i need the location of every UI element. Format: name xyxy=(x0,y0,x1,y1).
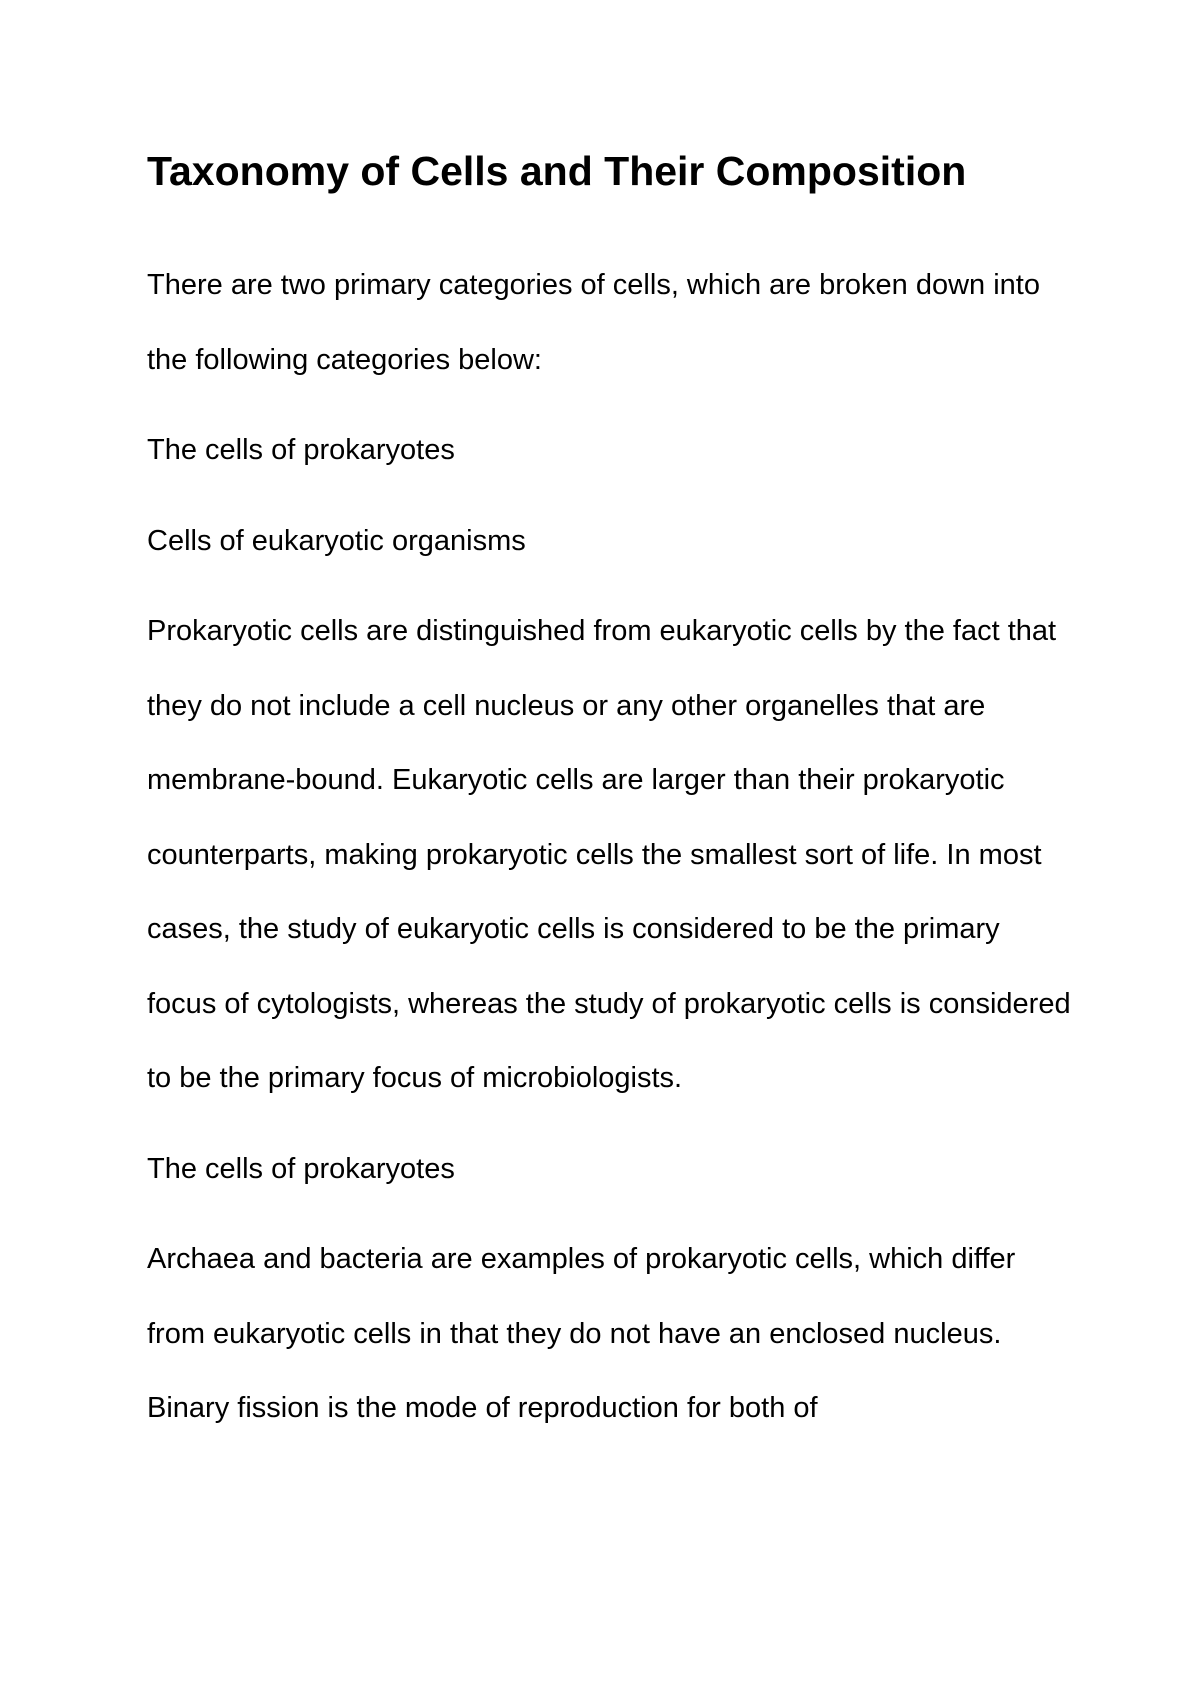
body-paragraph-prokaryotes: Archaea and bacteria are examples of prokaryotic cells, which differ from eukaryotic cells in that they do not have an enclosed nucleus. Binary fission is the mode of reproduction for both of xyxy=(147,1243,1016,1424)
section-heading-prokaryotes: The cells of prokaryotes xyxy=(147,1152,455,1185)
list-item-prokaryotes: The cells of prokaryotes xyxy=(147,434,455,466)
intro-paragraph: There are two primary categories of cells, which are broken down into the following categories below: xyxy=(147,269,1040,376)
document-title: Taxonomy of Cells and Their Composition xyxy=(147,148,967,194)
document-body xyxy=(147,140,1077,1446)
list-item-eukaryotes: Cells of eukaryotic organisms xyxy=(147,524,526,557)
body-paragraph-comparison: Prokaryotic cells are distinguished from eukaryotic cells by the fact that they do not include a cell nucleus or any other organelles that are membrane-bound. Eukaryotic cells are larger than their prokaryotic counterparts, making prokaryotic cells the smallest sort of life. In most cases, the study of eukaryotic cells is considered to be the primary focus of cytologists, whereas the study of prokaryotic cells is considered to be the primary focus of microbiologists. xyxy=(147,615,1071,1094)
